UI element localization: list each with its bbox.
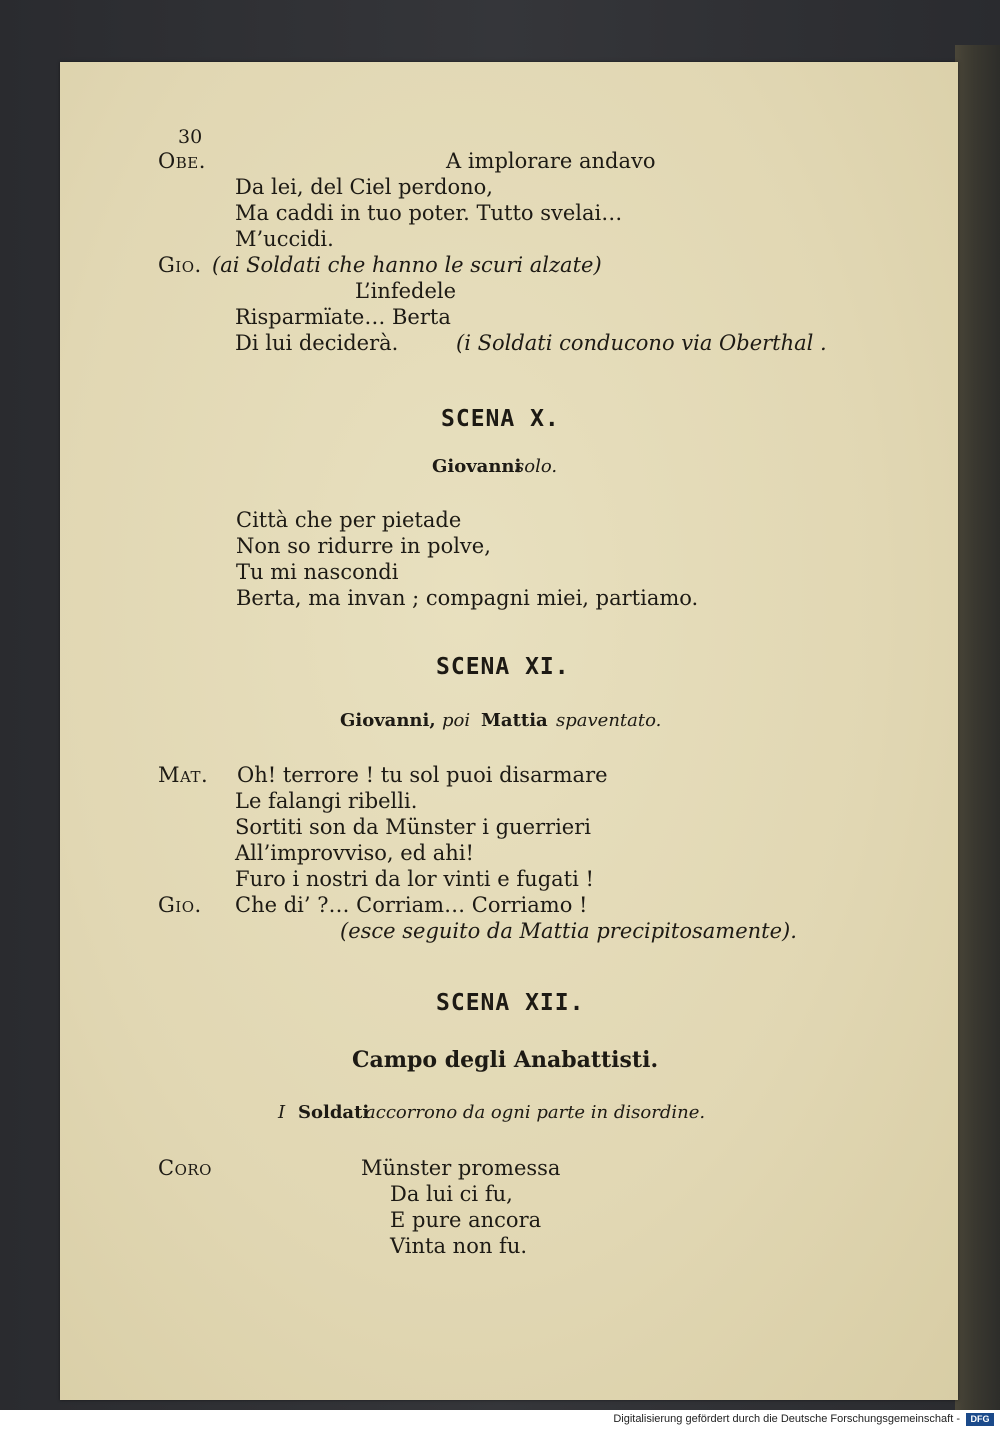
dfg-logo: DFG (966, 1413, 994, 1426)
verse-line: Münster promessa (361, 1156, 561, 1180)
stage-direction: (i Soldati conducono via Oberthal . (456, 331, 827, 355)
verse-line: Le falangi ribelli. (235, 789, 418, 813)
verse-line: Che di’ ?… Corriam… Corriamo ! (235, 893, 588, 917)
verse-line: Ma caddi in tuo poter. Tutto svelai… (235, 201, 623, 225)
verse-line: Oh! terrore ! tu sol puoi disarmare (237, 763, 608, 787)
speaker-gio: Gio. (158, 893, 202, 917)
verse-line: Vinta non fu. (390, 1234, 528, 1258)
speaker-mat: Mat. (158, 763, 209, 787)
scene-direction: poi (442, 710, 471, 731)
speaker-obe: Obe. (158, 149, 206, 173)
stage-direction: (ai Soldati che hanno le scuri alzate) (212, 253, 602, 277)
verse-line: Sortiti son da Münster i guerrieri (235, 815, 591, 839)
verse-line: Da lui ci fu, (390, 1182, 513, 1206)
speaker-gio: Gio. (158, 253, 202, 277)
verse-line: Berta, ma invan ; compagni miei, partiamo. (236, 586, 699, 610)
footer-bar (0, 1410, 1000, 1430)
scene-character: Giovanni, (340, 710, 436, 731)
verse-line: Risparmïate… Berta (235, 305, 451, 329)
stage-direction: (esce seguito da Mattia precipitosamente). (340, 919, 797, 943)
scene-direction: solo. (515, 456, 558, 477)
verse-line: Città che per pietade (236, 508, 462, 532)
verse-line: All’improvviso, ed ahi! (235, 841, 474, 865)
verse-line: Tu mi nascondi (236, 560, 399, 584)
verse-line: M’uccidi. (235, 227, 334, 251)
verse-line: Da lei, del Ciel perdono, (235, 175, 493, 199)
speaker-coro: Coro (158, 1156, 212, 1180)
scene-direction: I (278, 1102, 286, 1123)
verse-line: Di lui deciderà. (235, 331, 399, 355)
verse-line: Non so ridurre in polve, (236, 534, 491, 558)
footer-credit: Digitalisierung gefördert durch die Deutsche Forschungsgemeinschaft - (613, 1413, 960, 1425)
book-page (60, 62, 958, 1400)
scene-character: Soldati (298, 1102, 370, 1123)
scene-character: Mattia (481, 710, 548, 731)
verse-line: L’infedele (355, 279, 457, 303)
scene-heading: SCENA X. (441, 406, 560, 432)
page-number: 30 (178, 126, 203, 148)
scene-character: Giovanni (432, 456, 522, 477)
book-cover-edge (955, 45, 1000, 1410)
scene-heading: SCENA XII. (436, 990, 585, 1016)
scene-direction: accorrono da ogni parte in disordine. (365, 1102, 706, 1123)
verse-line: A implorare andavo (446, 149, 656, 173)
scene-heading: SCENA XI. (436, 654, 570, 680)
scene-setting: Campo degli Anabattisti. (352, 1047, 659, 1073)
scene-direction: spaventato. (556, 710, 662, 731)
verse-line: E pure ancora (390, 1208, 542, 1232)
verse-line: Furo i nostri da lor vinti e fugati ! (235, 867, 594, 891)
